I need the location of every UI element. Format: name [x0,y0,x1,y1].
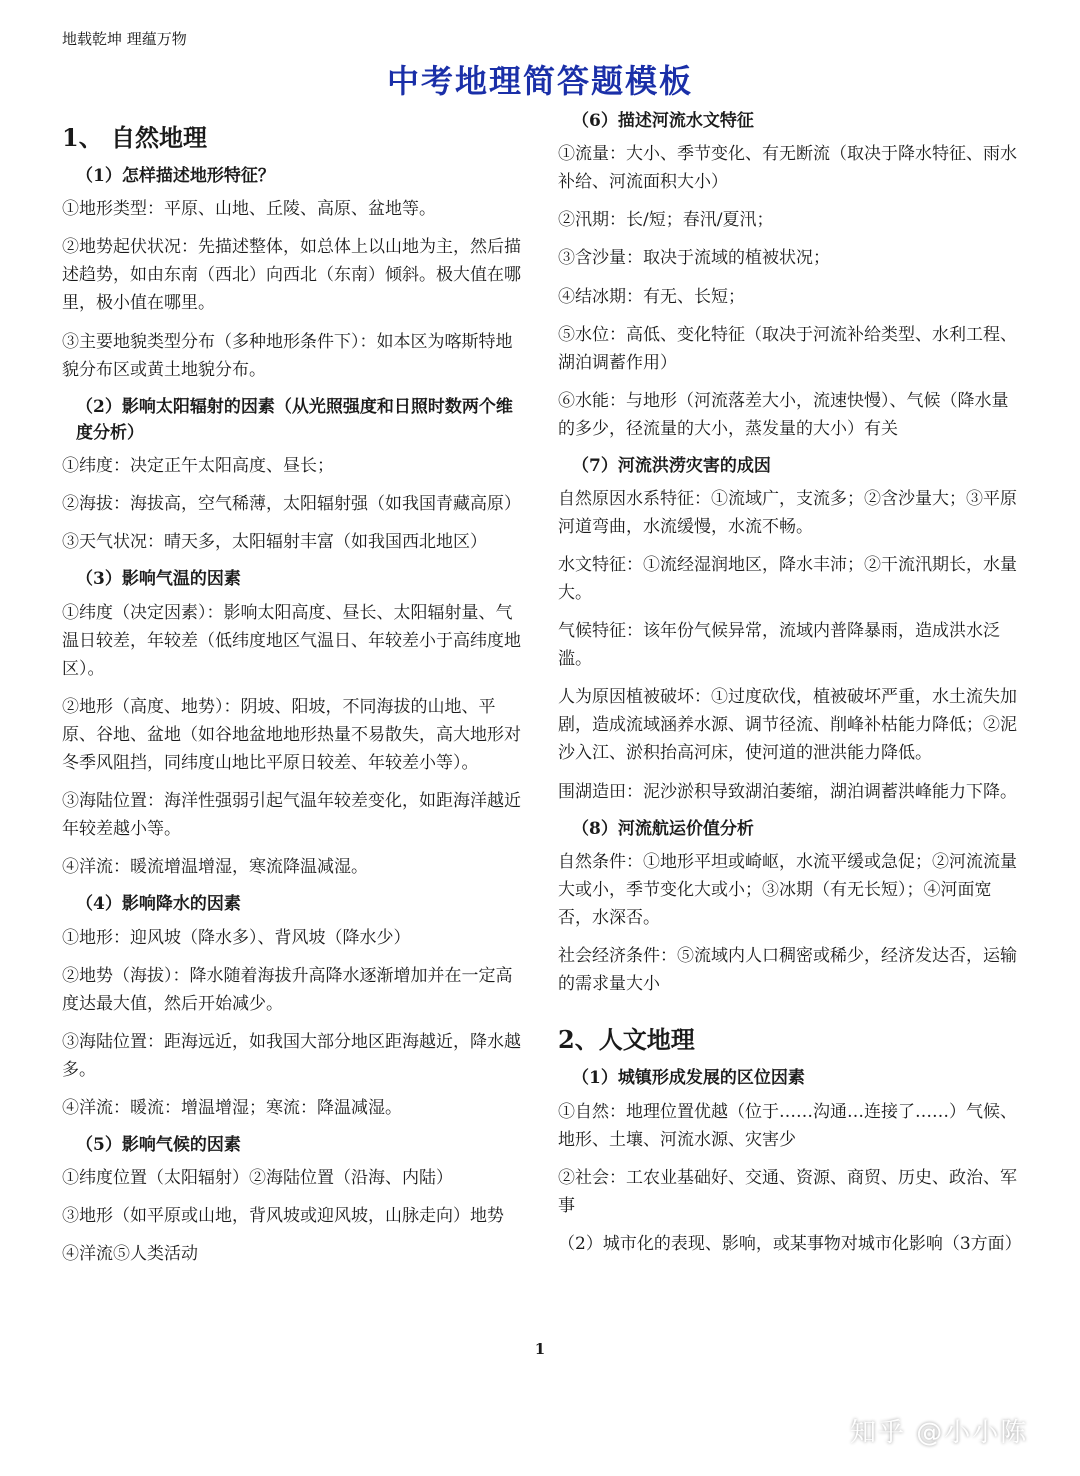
answer-paragraph: ②地势起伏状况：先描述整体，如总体上以山地为主，然后描述趋势，如由东南（西北）向西北（东南）倾斜。极大值在哪里，极小值在哪里。 [62,237,521,314]
watermark: 知乎 @小小陈 [850,1418,1029,1448]
answer-paragraph: ①流量：大小、季节变化、有无断流（取决于降水特征、雨水补给、河流面积大小） [558,144,1017,193]
answer-paragraph: 社会经济条件：⑤流域内人口稠密或稀少，经济发达否，运输的需求量大小 [558,946,1017,995]
section-heading-human-geography: 2、人文地理 [558,1025,695,1055]
question-heading: （7）河流洪涝灾害的成因 [572,455,771,476]
answer-paragraph: ④洋流：暖流增温增湿，寒流降温减湿。 [62,857,368,878]
question-heading: （3）影响气温的因素 [76,569,241,590]
question-heading: （6）描述河流水文特征 [572,111,754,131]
answer-paragraph: ②社会：工农业基础好、交通、资源、商贸、历史、政治、军事 [558,1167,1017,1216]
question-heading: （2）影响太阳辐射的因素（从光照强度和日照时数两个维度分析） [76,396,513,443]
answer-paragraph: ③含沙量：取决于流域的植被状况； [558,248,830,269]
page-number: 1 [534,1340,546,1358]
page-title: 中考地理简答题模板 [386,62,693,100]
answer-paragraph: 人为原因植被破坏：①过度砍伐，植被破坏严重，水土流失加剧，造成流域涵养水源、调节径流、削峰补枯能力降低；②泥沙入江、淤积抬高河床，使河道的泄洪能力降低。 [558,687,1017,764]
header-note: 地载乾坤 理蕴万物 [62,30,187,48]
question-heading: （8）河流航运价值分析 [572,818,754,839]
answer-paragraph: 自然原因水系特征：①流域广，支流多；②含沙量大；③平原河道弯曲，水流缓慢，水流不畅。 [558,489,1017,538]
question-heading: （4）影响降水的因素 [76,894,241,915]
answer-paragraph: 气候特征：该年份气候异常，流域内普降暴雨，造成洪水泛滥。 [558,621,1000,670]
answer-paragraph: ①地形：迎风坡（降水多）、背风坡（降水少） [62,927,411,948]
question-heading: （2）城市化的表现、影响，或某事物对城市化影响（3方面） [558,1233,1022,1254]
answer-paragraph: 自然条件：①地形平坦或崎岖，水流平缓或急促；②河流流量大或小，季节变化大或小；③冰期（有无长短）；④河面宽否，水深否。 [558,851,1017,929]
answer-paragraph: ⑤水位：高低、变化特征（取决于河流补给类型、水利工程、湖泊调蓄作用） [558,324,1017,373]
answer-paragraph: ③地形（如平原或山地，背风坡或迎风坡，山脉走向）地势 [62,1206,504,1227]
answer-paragraph: ①纬度（决定因素）：影响太阳高度、昼长、太阳辐射量、气温日较差，年较差（低纬度地区气温日、年较差小于高纬度地区）。 [62,602,521,679]
answer-paragraph: ③天气状况：晴天多，太阳辐射丰富（如我国西北地区） [62,532,487,553]
question-heading: （1）怎样描述地形特征？ [76,166,275,186]
answer-paragraph: ④洋流⑤人类活动 [62,1244,198,1265]
answer-paragraph: 围湖造田：泥沙淤积导致湖泊萎缩，湖泊调蓄洪峰能力下降。 [558,781,1017,802]
answer-paragraph: ①自然：地理位置优越（位于……沟通…连接了……）气候、地形、土壤、河流水源、灾害少 [558,1101,1017,1150]
left-column [62,104,522,1278]
question-heading: （1）城镇形成发展的区位因素 [572,1068,805,1089]
question-heading: （5）影响气候的因素 [76,1134,241,1155]
answer-paragraph: ②地形（高度、地势）：阴坡、阳坡，不同海拔的山地、平原、谷地、盆地（如谷地盆地地形热量不易散失，高大地形对冬季风阻挡，同纬度山地比平原日较差、年较差小等）。 [62,696,521,774]
answer-paragraph: ③海陆位置：距海远近，如我国大部分地区距海越近，降水越多。 [62,1031,521,1080]
answer-paragraph: ③主要地貌类型分布（多种地形条件下）：如本区为喀斯特地貌分布区或黄土地貌分布。 [62,331,513,380]
section-heading-natural-geography: 1、 自然地理 [62,123,208,152]
answer-paragraph: ①纬度：决定正午太阳高度、昼长； [62,456,334,477]
answer-paragraph: ④洋流：暖流：增温增湿；寒流：降温减湿。 [62,1097,402,1118]
answer-paragraph: 水文特征：①流经湿润地区，降水丰沛；②干流汛期长，水量大。 [558,555,1017,604]
answer-paragraph: ①地形类型：平原、山地、丘陵、高原、盆地等。 [62,199,436,220]
answer-paragraph: ⑥水能：与地形（河流落差大小，流速快慢）、气候（降水量的多少，径流量的大小，蒸发量的大小）有关 [558,390,1009,439]
answer-paragraph: ③海陆位置：海洋性强弱引起气温年较差变化，如距海洋越近年较差越小等。 [62,791,521,840]
answer-paragraph: ①纬度位置（太阳辐射）②海陆位置（沿海、内陆） [62,1168,453,1189]
answer-paragraph: ④结冰期：有无、长短； [558,286,745,307]
answer-paragraph: ②汛期：长/短；春汛/夏汛； [558,210,774,231]
answer-paragraph: ②海拔：海拔高，空气稀薄，太阳辐射强（如我国青藏高原） [62,494,521,515]
answer-paragraph: ②地势（海拔）：降水随着海拔升高降水逐渐增加并在一定高度达最大值，然后开始减少。 [62,965,513,1014]
right-column [558,108,1022,1268]
